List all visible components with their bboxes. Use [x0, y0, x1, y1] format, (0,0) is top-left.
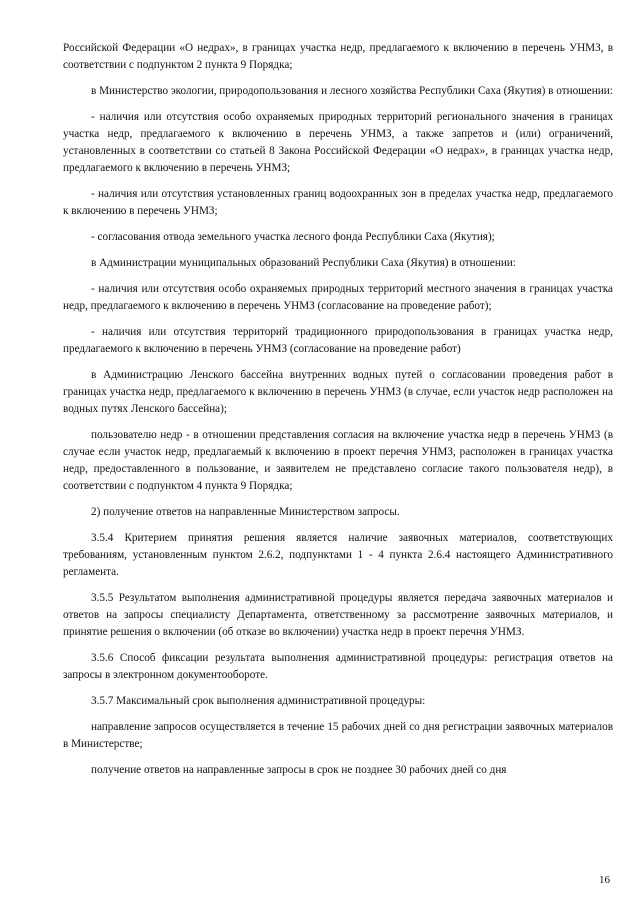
- paragraph: в Министерство экологии, природопользования и лесного хозяйства Республики Саха (Якутия) в отношении:: [91, 85, 613, 97]
- paragraph: 3.5.4 Критерием принятия решения является наличие заявочных материалов, соответствующих требованиям, установленным пунктом 2.6.2, подпунктами 1 - 4 пункта 2.6.4 настоящего Административного регламента.: [63, 532, 613, 578]
- paragraph: 3.5.5 Результатом выполнения административной процедуры является передача заявочных материалов и ответов на запросы специалисту Департамента, ответственному за рассмотрение заявочных материалов, и принятие решения о включении (об отказе во включении) участка недр в проект перечня УНМЗ.: [63, 592, 613, 638]
- page-number: 16: [599, 874, 610, 886]
- paragraph: - наличия или отсутствия территорий традиционного природопользования в границах участка недр, предлагаемого к включению в перечень УНМЗ (согласование на проведение работ): [63, 326, 613, 355]
- paragraph: направление запросов осуществляется в течение 15 рабочих дней со дня регистрации заявочных материалов в Министерстве;: [63, 721, 613, 750]
- document-body: [63, 40, 613, 779]
- paragraph: 3.5.7 Максимальный срок выполнения административной процедуры:: [91, 695, 426, 707]
- paragraph: пользователю недр - в отношении представления согласия на включение участка недр в перечень УНМЗ (в случае если участок недр, предлагаемый к включению в проект перечня УНМЗ, расположен в границах участка недр, предоставленного в пользование, и заявителем не представлено согласие такого пользователя недр), в соответствии с подпунктом 4 пункта 9 Порядка;: [63, 429, 613, 492]
- paragraph: в Администрации муниципальных образований Республики Саха (Якутия) в отношении:: [91, 257, 516, 269]
- paragraph: получение ответов на направленные запросы в срок не позднее 30 рабочих дней со дня: [91, 764, 507, 776]
- paragraph: Российской Федерации «О недрах», в границах участка недр, предлагаемого к включению в перечень УНМЗ, в соответствии с подпунктом 2 пункта 9 Порядка;: [63, 42, 613, 71]
- paragraph: 3.5.6 Способ фиксации результата выполнения административной процедуры: регистрация ответов на запросы в электронном документообороте.: [63, 652, 613, 681]
- paragraph: в Администрацию Ленского бассейна внутренних водных путей о согласовании проведения работ в границах участка недр, предлагаемого к включению в перечень УНМЗ (в случае, если участок недр расположен на водных путях Ленского бассейна);: [63, 369, 613, 415]
- paragraph: 2) получение ответов на направленные Министерством запросы.: [91, 506, 400, 518]
- paragraph: - наличия или отсутствия установленных границ водоохранных зон в пределах участка недр, предлагаемого к включению в перечень УНМЗ;: [63, 188, 613, 217]
- paragraph: - наличия или отсутствия особо охраняемых природных территорий регионального значения в границах участка недр, предлагаемого к включению в перечень УНМЗ, а также запретов и (или) ограничений, установленных в соответствии со статьей 8 Закона Российской Федерации «О недрах», в границах участка недр, предлагаемого к включению в перечень УНМЗ;: [63, 111, 613, 174]
- paragraph: - согласования отвода земельного участка лесного фонда Республики Саха (Якутия);: [91, 231, 495, 243]
- paragraph: - наличия или отсутствия особо охраняемых природных территорий местного значения в границах участка недр, предлагаемого к включению в перечень УНМЗ (согласование на проведение работ);: [63, 283, 613, 312]
